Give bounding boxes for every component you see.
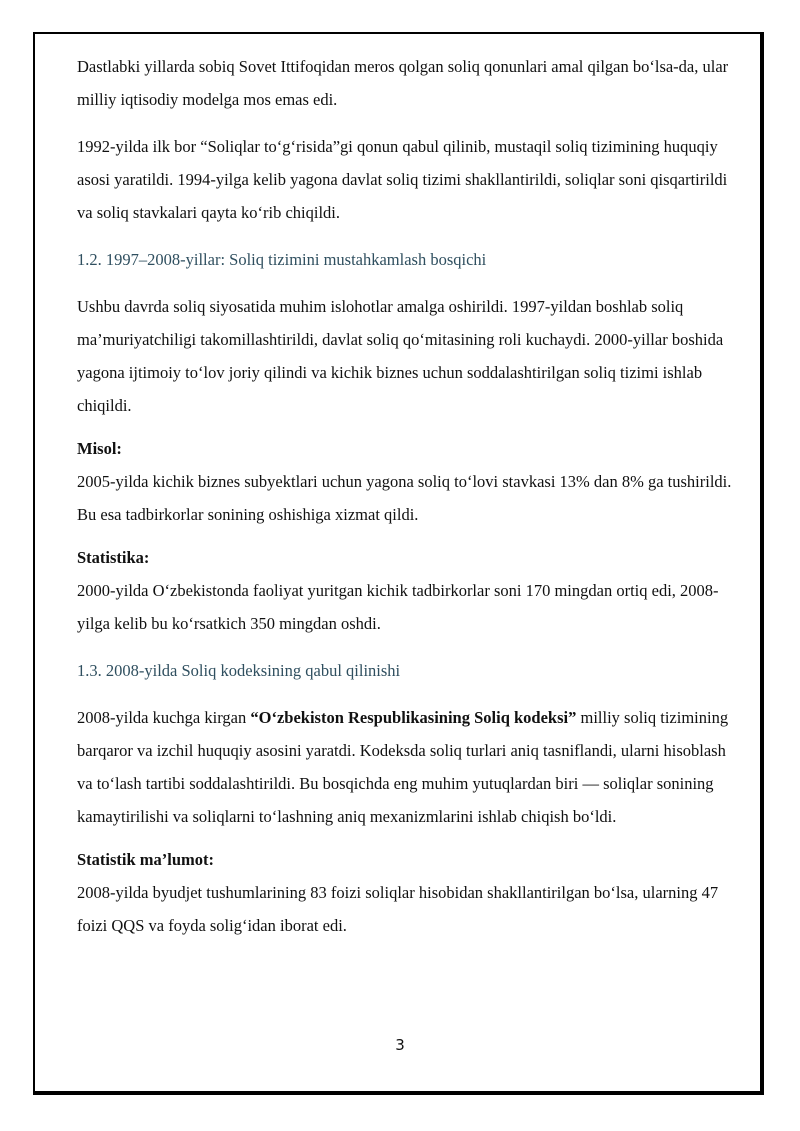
paragraph-1992-law: 1992-yilda ilk bor “Soliqlar to‘g‘risida”gi qonun qabul qilinib, mustaqil soliq tizimining huquqiy asosi yaratildi. 1994-yilga kelib yagona davlat soliq tizimi shakllantirildi, soliqlar soni qisqartirildi va soliq stavkalari qayta ko‘rib chiqildi.: [77, 137, 728, 222]
tax-code-text-post: milliy soliq tizimining barqaror va izchil huquqiy asosini yaratdi. Kodeksda soliq turlari aniq tasniflandi, ularni hisoblash va to‘lash tartibi soddalashtirildi. Bu bosqichda eng muhim yutuqlardan biri — soliqlar sonining kamaytirilishi va soliqlarni to‘lashning aniq mexanizmlarini ishlab chiqish bo‘ldi.: [77, 708, 729, 826]
tax-code-text-pre: 2008-yilda kuchga kirgan: [77, 708, 251, 727]
paragraph-intro: Dastlabki yillarda sobiq Sovet Ittifoqidan meros qolgan soliq qonunlari amal qilgan bo‘lsa-da, ular milliy iqtisodiy modelga mos emas edi.: [77, 57, 729, 109]
section-heading-1-2: 1.2. 1997–2008-yillar: Soliq tizimini mustahkamlash bosqichi: [77, 250, 487, 269]
statistics-label: Statistika:: [77, 548, 150, 567]
example-label: Misol:: [77, 439, 122, 458]
section-heading-1-3: 1.3. 2008-yilda Soliq kodeksining qabul qilinishi: [77, 661, 401, 680]
statistics-text: 2000-yilda O‘zbekistonda faoliyat yuritgan kichik tadbirkorlar soni 170 mingdan ortiq edi, 2008-yilga kelib bu ko‘rsatkich 350 mingdan oshdi.: [77, 581, 719, 633]
page-number: 3: [395, 1036, 405, 1054]
tax-code-title: “O‘zbekiston Respublikasining Soliq kodeksi”: [250, 708, 577, 727]
statistical-data-label: Statistik ma’lumot:: [77, 850, 215, 869]
statistical-data-text: 2008-yilda byudjet tushumlarining 83 foizi soliqlar hisobidan shakllantirilgan bo‘lsa, ularning 47 foizi QQS va foyda solig‘idan iborat edi.: [77, 883, 719, 935]
paragraph-tax-code: [77, 701, 737, 833]
paragraph-reforms: Ushbu davrda soliq siyosatida muhim islohotlar amalga oshirildi. 1997-yildan boshlab soliq ma’muriyatchiligi takomillashtirildi, davlat soliq qo‘mitasining roli kuchaydi. 2000-yillar boshida yagona ijtimoiy to‘lov joriy qilindi va kichik biznes uchun soddalashtirilgan soliq tizimi ishlab chiqildi.: [77, 297, 724, 415]
page-content: [77, 50, 737, 942]
example-text: 2005-yilda kichik biznes subyektlari uchun yagona soliq to‘lovi stavkasi 13% dan 8% ga tushirildi. Bu esa tadbirkorlar sonining oshishiga xizmat qildi.: [77, 472, 732, 524]
